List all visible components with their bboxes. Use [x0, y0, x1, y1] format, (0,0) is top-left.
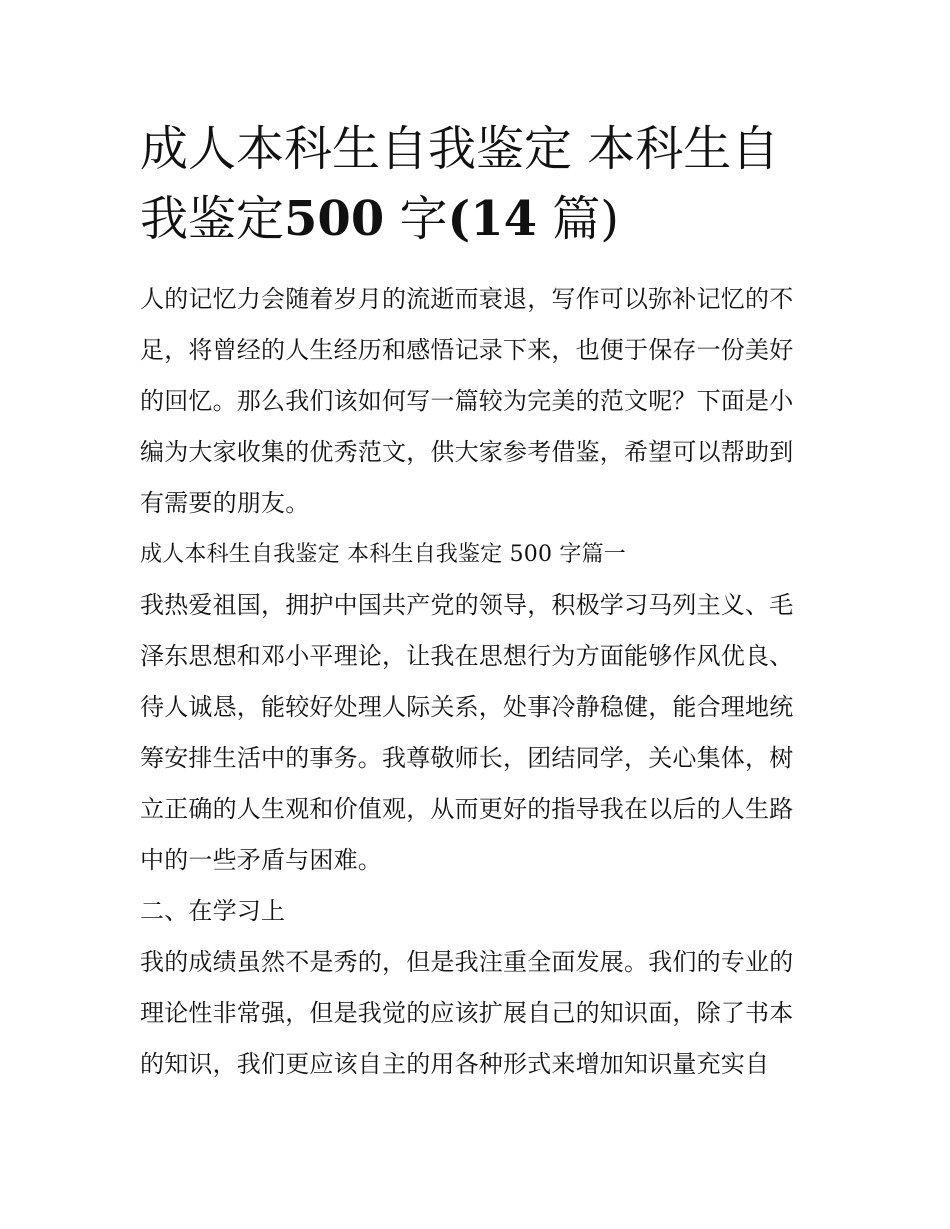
subheading-study: 二、在学习上: [140, 897, 286, 925]
title-line-1: 成人本科生自我鉴定 本科生自: [140, 121, 780, 177]
intro-line: 人的记忆力会随着岁月的流逝而衰退，写作可以弥补记忆的不: [140, 285, 794, 313]
paragraph-line: 理论性非常强，但是我觉的应该扩展自己的知识面，除了书本: [140, 999, 794, 1027]
intro-line: 足，将曾经的人生经历和感悟记录下来，也便于保存一份美好: [140, 336, 794, 364]
title-text-b: 字: [399, 191, 448, 247]
paragraph-line: 的知识，我们更应该自主的用各种形式来增加知识量充实自: [140, 1050, 770, 1078]
paragraph-line: 中的一些矛盾与困难。: [140, 846, 382, 874]
intro-line: 编为大家收集的优秀范文，供大家参考借鉴，希望可以帮助到: [140, 438, 794, 466]
section-heading: 成人本科生自我鉴定 本科生自我鉴定 500 字篇一: [140, 542, 626, 567]
paragraph-1: [140, 580, 812, 1090]
paragraph-line: 泽东思想和邓小平理论，让我在思想行为方面能够作风优良、: [140, 642, 794, 670]
intro-line: 有需要的朋友。: [140, 489, 310, 517]
paragraph-line: 我的成绩虽然不是秀的，但是我注重全面发展。我们的专业的: [140, 948, 794, 976]
paragraph-line: 待人诚恳，能较好处理人际关系，处事冷静稳健，能合理地统: [140, 693, 794, 721]
intro-line: 的回忆。那么我们该如何写一篇较为完美的范文呢？下面是小: [140, 387, 794, 415]
document-title: [140, 114, 820, 254]
paragraph-line: 筹安排生活中的事务。我尊敬师长，团结同学，关心集体，树: [140, 744, 794, 772]
paragraph-line: 立正确的人生观和价值观，从而更好的指导我在以后的人生路: [140, 795, 794, 823]
title-line-2: [140, 184, 820, 254]
intro-paragraph: [140, 274, 812, 580]
title-text-a: 我鉴定: [140, 191, 285, 247]
paragraph-line: 我热爱祖国，拥护中国共产党的领导，积极学习马列主义、毛: [140, 591, 794, 619]
title-text-c: 篇): [552, 191, 620, 247]
title-count: (14: [447, 191, 538, 247]
title-number: 500: [284, 191, 385, 247]
